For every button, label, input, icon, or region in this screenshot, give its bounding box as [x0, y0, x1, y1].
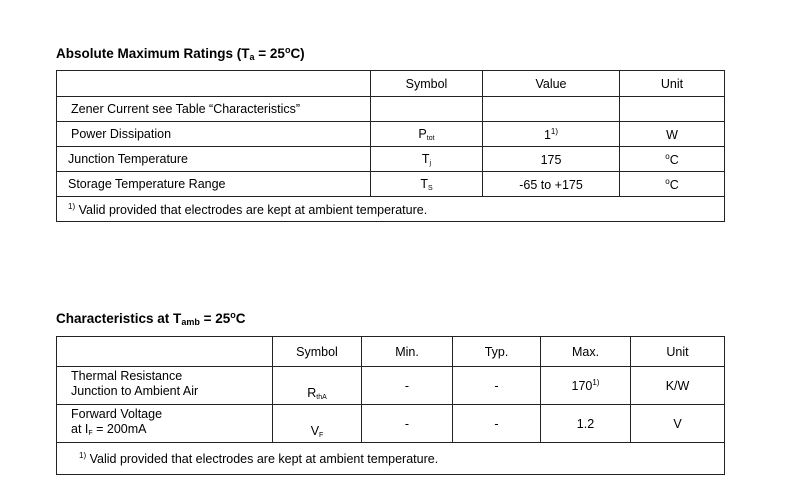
title-degree: o [230, 310, 236, 320]
absolute-max-ratings-table [56, 70, 725, 222]
value-text: 175 [540, 152, 562, 167]
header-symbol: Symbol [371, 71, 483, 97]
symbol-subscript: F [319, 432, 324, 439]
param-cell [57, 367, 273, 405]
symbol-subscript: j [429, 159, 432, 167]
unit-degree: o [665, 151, 670, 161]
param-cell: Power Dissipation [57, 122, 371, 147]
min-cell: - [362, 367, 453, 405]
title-degree: o [284, 45, 291, 55]
unit-degree: o [665, 176, 670, 186]
unit-cell [620, 122, 725, 147]
footnote-row [57, 443, 725, 475]
symbol-cell [371, 172, 483, 197]
param-cell [57, 405, 273, 443]
table-row [57, 367, 725, 405]
header-parameter [57, 337, 273, 367]
value-cell [483, 122, 620, 147]
footnote-ref: 1) [550, 126, 559, 136]
table-row [57, 405, 725, 443]
unit-text: W [666, 127, 678, 142]
param-subscript: F [88, 429, 93, 437]
title-subscript: amb [181, 317, 200, 327]
footnote-text: Valid provided that electrodes are kept at ambient temperature. [86, 452, 439, 466]
symbol-cell [273, 367, 362, 405]
param-cell: Zener Current see Table “Characteristics” [57, 97, 371, 122]
symbol-main: T [420, 176, 428, 191]
table-row [57, 97, 725, 122]
max-value: 170 [571, 379, 593, 393]
footnote-cell [57, 443, 725, 475]
table-row [57, 122, 725, 147]
footnote-text: Valid provided that electrodes are kept at ambient temperature. [75, 202, 428, 217]
unit-cell: V [631, 405, 725, 443]
symbol-subscript: S [427, 184, 433, 192]
param-text: = 200mA [92, 421, 147, 436]
param-line: Thermal Resistance [71, 368, 183, 383]
param-text: Junction to Ambient Air [71, 383, 199, 398]
param-line [71, 422, 272, 441]
header-symbol: Symbol [273, 337, 362, 367]
table-row [57, 172, 725, 197]
footnote-cell [57, 197, 725, 222]
header-min: Min. [362, 337, 453, 367]
symbol-cell [371, 97, 483, 122]
header-value: Value [483, 71, 620, 97]
min-cell: - [362, 405, 453, 443]
title-subscript: a [249, 52, 255, 62]
value-cell [483, 147, 620, 172]
characteristics-table [56, 336, 725, 475]
symbol-subscript: thA [316, 394, 327, 401]
symbol-main: T [421, 151, 430, 166]
param-cell: Storage Temperature Range [57, 172, 371, 197]
param-cell: Junction Temperature [57, 147, 371, 172]
param-line: Forward Voltage [71, 406, 163, 421]
characteristics-title [56, 310, 245, 327]
max-cell [541, 405, 631, 443]
symbol-main: R [307, 386, 317, 400]
title-text: C) [290, 46, 305, 61]
header-max: Max. [541, 337, 631, 367]
unit-cell [620, 172, 725, 197]
header-unit: Unit [620, 71, 725, 97]
symbol-cell [273, 405, 362, 443]
symbol-cell [371, 122, 483, 147]
max-cell [541, 367, 631, 405]
title-text: = 25 [254, 46, 285, 61]
title-text: Absolute Maximum Ratings (T [56, 46, 250, 61]
value-cell [483, 172, 620, 197]
header-unit: Unit [631, 337, 725, 367]
footnote-mark: 1) [79, 451, 87, 460]
footnote-mark: 1) [68, 201, 76, 211]
table-header-row [57, 337, 725, 367]
symbol-main: P [418, 126, 427, 141]
table-row [57, 147, 725, 172]
footnote-ref: 1) [592, 378, 600, 387]
param-line [71, 384, 272, 403]
unit-cell: K/W [631, 367, 725, 405]
value-text: -65 to +175 [519, 177, 583, 192]
title-text: = 25 [199, 311, 231, 326]
unit-text: C [669, 152, 679, 167]
unit-cell [620, 147, 725, 172]
value-text: 1 [543, 127, 551, 142]
param-text: at I [71, 421, 89, 436]
unit-text: C [669, 177, 679, 192]
unit-cell [620, 97, 725, 122]
value-cell [483, 97, 620, 122]
max-value: 1.2 [576, 417, 595, 431]
typ-cell: - [453, 367, 541, 405]
absolute-max-ratings-title [56, 45, 305, 62]
title-text: C [235, 311, 246, 326]
symbol-subscript: tot [426, 134, 435, 142]
symbol-main: V [310, 424, 320, 438]
title-text: Characteristics at T [56, 311, 182, 326]
footnote-row [57, 197, 725, 222]
typ-cell: - [453, 405, 541, 443]
header-parameter [57, 71, 371, 97]
table-header-row [57, 71, 725, 97]
symbol-cell [371, 147, 483, 172]
header-typ: Typ. [453, 337, 541, 367]
